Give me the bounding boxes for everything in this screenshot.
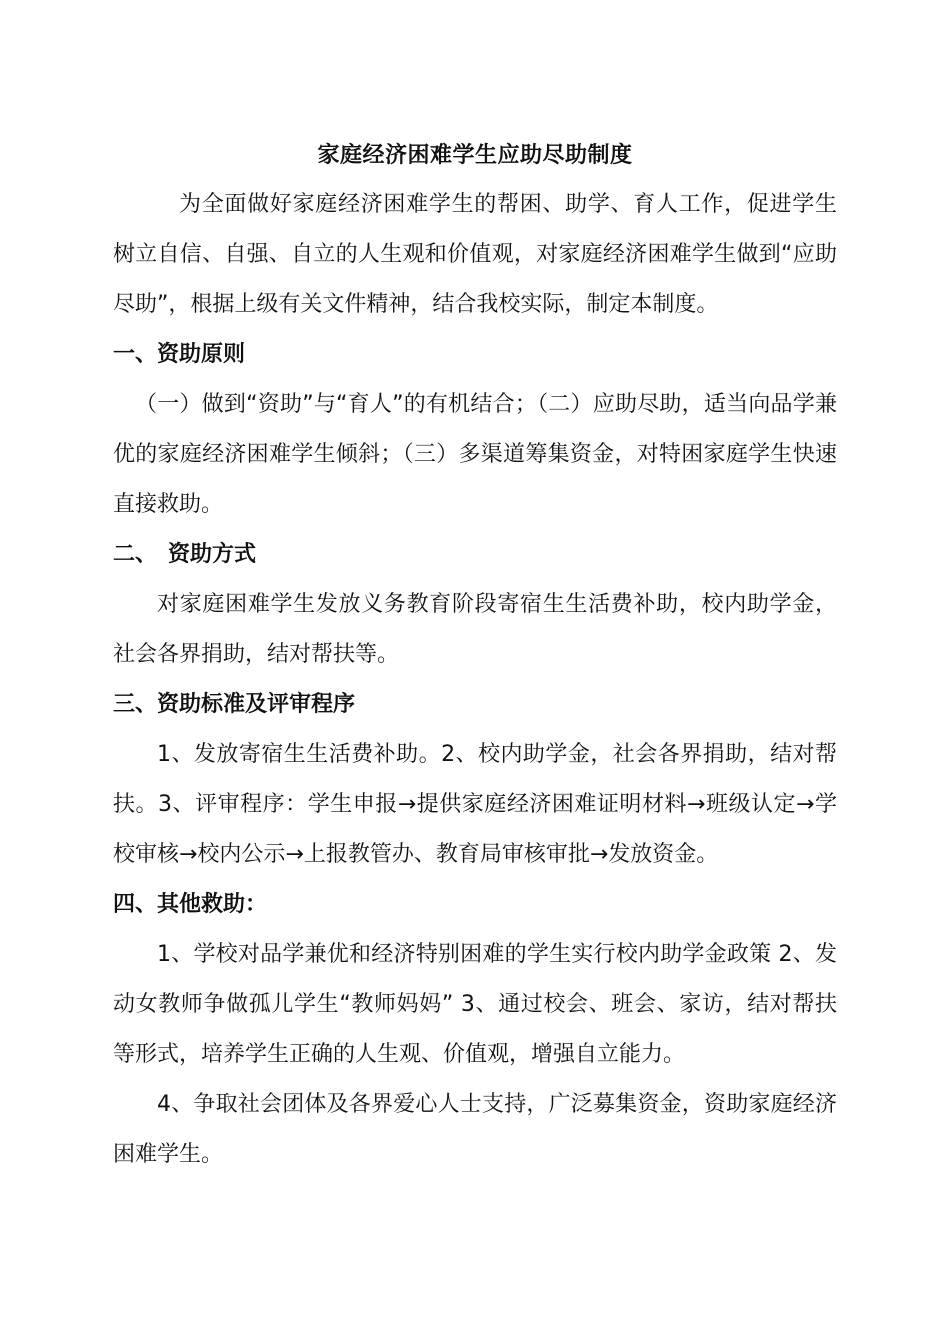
section-heading-methods: 二、 资助方式 [113, 542, 257, 567]
section-heading-other-aid: 四、其他救助： [113, 892, 268, 917]
document-body [113, 136, 837, 1180]
section-heading-principles: 一、资助原则 [113, 342, 246, 367]
methods-paragraph: 对家庭困难学生发放义务教育阶段寄宿生生活费补助，校内助学金，社会各界捐助，结对帮扶等。 [113, 592, 837, 667]
document-title: 家庭经济困难学生应助尽助制度 [317, 143, 633, 168]
other-aid-paragraph-2: 4、争取社会团体及各界爱心人士支持，广泛募集资金，资助家庭经济困难学生。 [113, 1092, 837, 1167]
section-heading-standards: 三、资助标准及评审程序 [113, 692, 356, 717]
other-aid-paragraph-1: 1、学校对品学兼优和经济特别困难的学生实行校内助学金政策 2、发动女教师争做孤儿学生“教师妈妈” 3、通过校会、班会、家访，结对帮扶等形式，培养学生正确的人生观、价值观，增强自立能力。 [113, 942, 837, 1067]
intro-paragraph: 为全面做好家庭经济困难学生的帮困、助学、育人工作，促进学生树立自信、自强、自立的人生观和价值观，对家庭经济困难学生做到“应助尽助”，根据上级有关文件精神，结合我校实际，制定本制度。 [113, 192, 837, 317]
standards-paragraph: 1、发放寄宿生生活费补助。2、校内助学金，社会各界捐助，结对帮扶。3、评审程序：学生申报→提供家庭经济困难证明材料→班级认定→学校审核→校内公示→上报教管办、教育局审核审批→发放资金。 [113, 742, 837, 867]
principles-paragraph: （一）做到“资助”与“育人”的有机结合；（二）应助尽助，适当向品学兼优的家庭经济困难学生倾斜；（三）多渠道筹集资金，对特困家庭学生快速直接救助。 [113, 392, 837, 517]
